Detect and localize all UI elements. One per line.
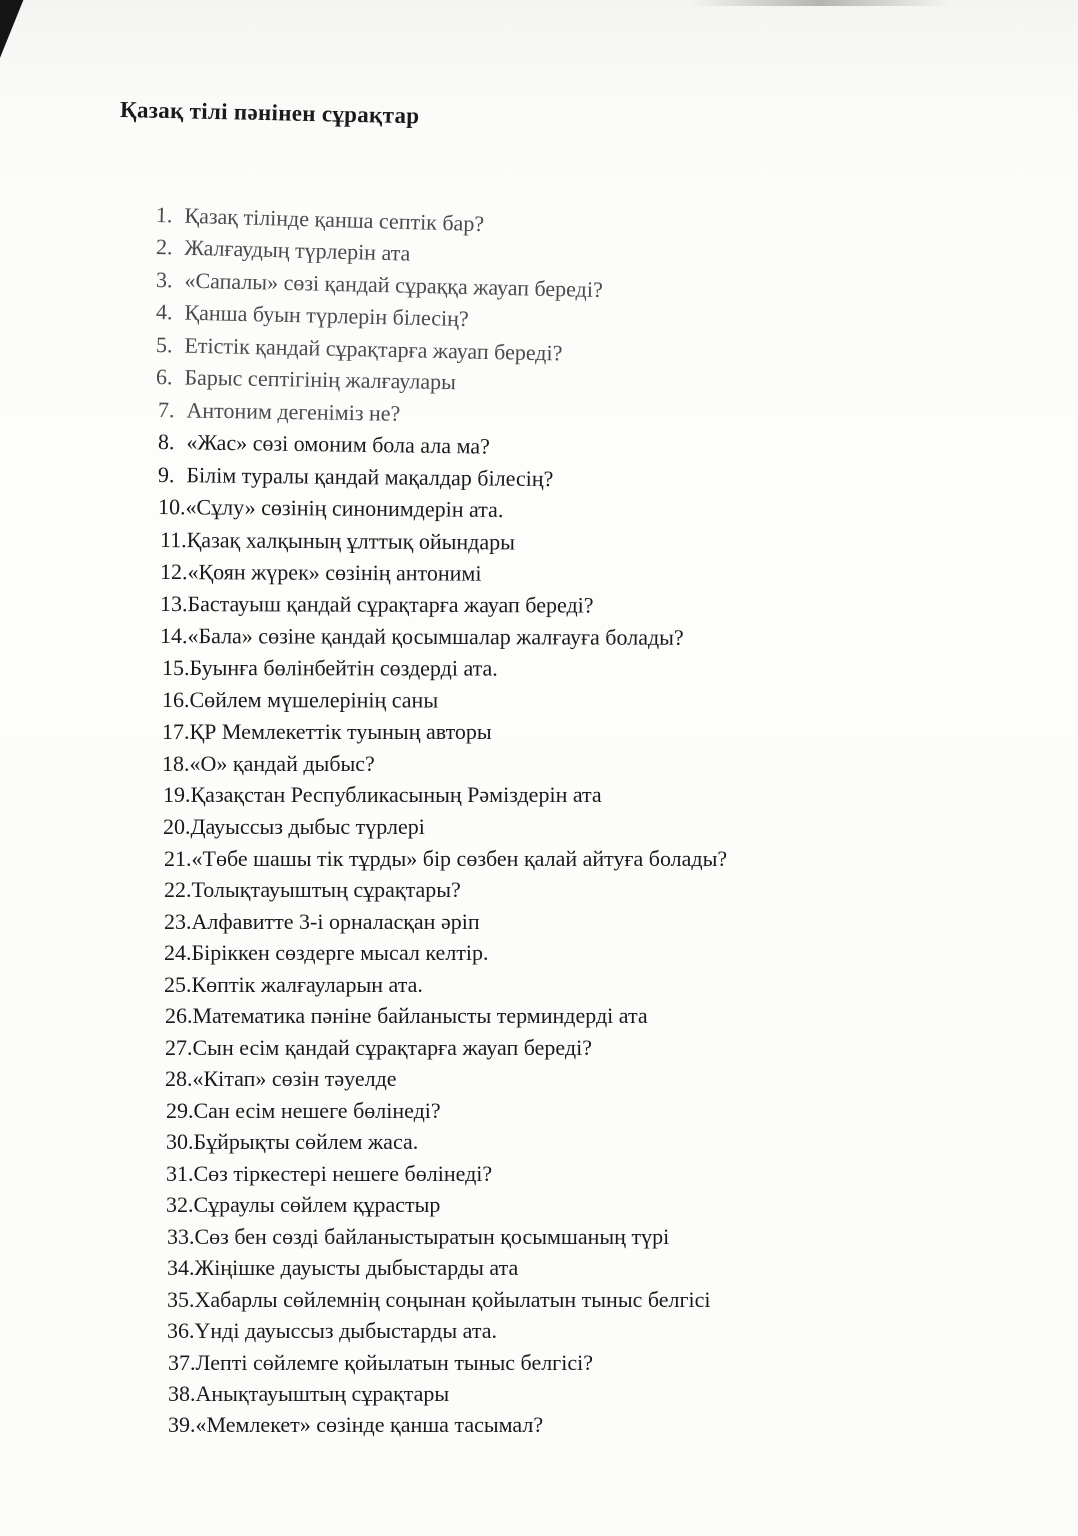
question-number: 20. [163, 814, 191, 839]
question-text: Толықтауыштың сұрақтары? [191, 877, 461, 902]
question-number: 1. [155, 202, 173, 228]
question-item [168, 1350, 593, 1376]
question-number: 28. [165, 1066, 193, 1091]
question-item [156, 364, 456, 395]
question-text: Дауыссыз дыбыс түрлері [190, 814, 425, 839]
question-text: «Мемлекет» сөзінде қанша тасымал? [195, 1412, 544, 1437]
question-number: 36. [167, 1318, 195, 1343]
question-number: 8. [157, 429, 175, 455]
question-number: 10. [157, 494, 186, 520]
question-text: Хабарлы сөйлемнің соңынан қойылатын тыныс белгісі [194, 1287, 711, 1312]
question-item [167, 1318, 497, 1344]
question-number: 24. [164, 940, 192, 965]
question-number: 17. [162, 719, 190, 744]
question-text: Сөз тіркестері нешеге бөлінеді? [193, 1161, 493, 1186]
question-text: Жіңішке дауысты дыбыстарды ата [194, 1255, 519, 1280]
question-number: 27. [165, 1035, 193, 1060]
question-number: 34. [167, 1255, 195, 1280]
question-item [156, 234, 411, 267]
question-number: 31. [166, 1161, 194, 1186]
question-number: 18. [162, 751, 190, 776]
question-number: 22. [164, 877, 192, 902]
question-number: 5. [155, 332, 173, 358]
question-item [156, 332, 563, 367]
question-number: 16. [161, 687, 190, 713]
question-text: Қазақ халқының ұлттық ойындары [186, 527, 516, 555]
question-item [165, 1066, 397, 1092]
question-item [164, 877, 461, 903]
question-text: «Жас» сөзі омоним бола ала ма? [186, 429, 491, 459]
question-item [168, 1412, 543, 1438]
question-number: 9. [157, 462, 175, 488]
question-text: Сын есім қандай сұрақтарға жауап береді? [192, 1035, 592, 1060]
question-text: Сөйлем мүшелерінің саны [189, 687, 439, 713]
question-item [164, 846, 727, 872]
question-number: 26. [165, 1003, 193, 1028]
question-item [160, 527, 515, 555]
question-number: 15. [161, 655, 190, 681]
question-item [156, 202, 485, 237]
question-number: 3. [155, 267, 173, 293]
question-item [156, 299, 469, 332]
question-number: 21. [164, 846, 192, 871]
question-text: «О» қандай дыбыс? [189, 751, 375, 776]
question-item [158, 462, 554, 492]
question-text: Етістік қандай сұрақтарға жауап береді? [184, 332, 563, 366]
question-item [167, 1287, 711, 1313]
question-text: Бастауыш қандай сұрақтарға жауап береді? [187, 591, 594, 618]
question-item [164, 940, 489, 966]
question-text: Лепті сөйлемге қойылатын тыныс белгісі? [195, 1350, 593, 1375]
question-text: Антоним дегеніміз не? [186, 397, 401, 426]
question-number: 33. [167, 1224, 195, 1249]
question-text: Анықтауыштың сұрақтары [195, 1381, 450, 1406]
question-text: «Кітап» сөзін тәуелде [192, 1066, 397, 1091]
question-item [160, 623, 684, 651]
question-item [158, 397, 401, 427]
question-number: 13. [159, 591, 188, 617]
question-number: 2. [155, 234, 173, 260]
question-item [158, 429, 490, 460]
question-item [164, 972, 423, 998]
question-text: Жалғаудың түрлерін ата [184, 234, 411, 266]
question-text: Үнді дауыссыз дыбыстарды ата. [194, 1318, 497, 1343]
question-item [166, 1098, 441, 1124]
question-text: Қанша буын түрлерін білесің? [184, 299, 470, 332]
question-text: «Төбе шашы тік тұрды» бір сөзбен қалай айтуға болады? [191, 846, 728, 871]
question-item [160, 591, 594, 619]
question-number: 30. [166, 1129, 194, 1154]
question-text: Бұйрықты сөйлем жаса. [193, 1129, 419, 1154]
question-text: Математика пәніне байланысты терминдерді ата [192, 1003, 648, 1028]
question-item [166, 1161, 492, 1187]
question-item [158, 494, 504, 523]
question-number: 25. [164, 972, 192, 997]
question-number: 29. [166, 1098, 194, 1123]
question-item [163, 782, 602, 808]
question-number: 35. [167, 1287, 195, 1312]
question-number: 32. [166, 1192, 194, 1217]
question-text: Сөз бен сөзді байланыстыратын қосымшаның түрі [194, 1224, 670, 1249]
question-item [162, 655, 498, 682]
question-item [163, 814, 425, 840]
question-item [166, 1192, 440, 1218]
question-item [167, 1224, 669, 1250]
question-number: 7. [157, 397, 175, 423]
question-item [162, 687, 438, 713]
question-text: ҚР Мемлекеттік туының авторы [189, 719, 492, 744]
question-text: Білім туралы қандай мақалдар білесің? [186, 462, 554, 492]
question-text: Қазақ тілінде қанша септік бар? [184, 202, 485, 237]
question-number: 6. [155, 364, 173, 390]
question-item [165, 1003, 648, 1029]
question-item [160, 559, 482, 587]
question-text: «Сапалы» сөзі қандай сұраққа жауап береді? [184, 267, 604, 303]
question-item [168, 1381, 449, 1407]
question-number: 37. [168, 1350, 196, 1375]
question-number: 11. [159, 527, 187, 553]
question-number: 39. [168, 1412, 196, 1437]
question-item [156, 267, 603, 303]
question-text: Алфавитте 3-і орналасқан әріп [191, 909, 480, 934]
page-title: Қазақ тілі пәнінен сұрақтар [119, 97, 420, 129]
question-number: 14. [159, 623, 188, 649]
question-number: 23. [164, 909, 192, 934]
question-number: 38. [168, 1381, 196, 1406]
question-item [162, 751, 375, 777]
question-text: Барыс септігінің жалғаулары [184, 364, 457, 395]
question-text: «Бала» сөзіне қандай қосымшалар жалғауға болады? [187, 623, 684, 650]
question-number: 4. [155, 299, 173, 325]
question-text: «Қоян жүрек» сөзінің антонимі [187, 559, 482, 586]
question-item [166, 1129, 418, 1155]
question-text: «Сұлу» сөзінің синонимдерін ата. [185, 494, 504, 523]
question-item [165, 1035, 592, 1061]
question-text: Буынға бөлінбейтін сөздерді ата. [189, 655, 498, 681]
question-number: 12. [159, 559, 188, 585]
question-number: 19. [163, 782, 191, 807]
question-item [167, 1255, 518, 1281]
question-text: Сұраулы сөйлем құрастыр [193, 1192, 441, 1217]
question-text: Қазақстан Республикасының Рәміздерін ата [190, 782, 602, 807]
question-item [162, 719, 492, 745]
question-text: Сан есім нешеге бөлінеді? [193, 1098, 441, 1123]
question-text: Біріккен сөздерге мысал келтір. [191, 940, 489, 965]
question-item [164, 909, 480, 935]
question-text: Көптік жалғауларын ата. [191, 972, 423, 997]
